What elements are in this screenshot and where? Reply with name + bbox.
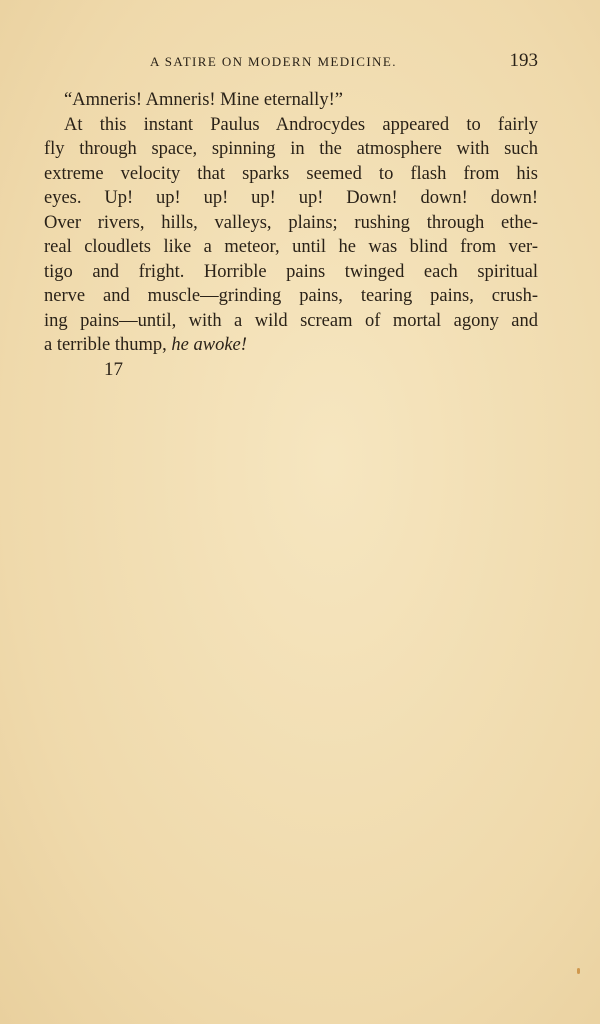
paper-speck: [577, 968, 580, 974]
text-line: ing pains—until, with a wild scream of mortal agony and: [44, 310, 538, 331]
last-line-italic: he awoke!: [171, 335, 247, 355]
signature-mark: 17: [104, 359, 123, 380]
text-line: eyes. Up! up! up! up! up! Down! down! down!: [44, 188, 538, 208]
last-line-text: a terrible thump,: [44, 335, 172, 355]
text-line: nerve and muscle—grinding pains, tearing pains, crush-: [44, 286, 538, 306]
running-head: [44, 50, 538, 74]
body-text: [44, 88, 538, 358]
text-line-last: [44, 333, 538, 358]
text-line: extreme velocity that sparks seemed to flash from his: [44, 163, 538, 184]
text-line: tigo and fright. Horrible pains twinged each spiritual: [44, 261, 538, 282]
page-number: 193: [509, 50, 538, 71]
text-line: Over rivers, hills, valleys, plains; rushing through ethe-: [44, 212, 538, 233]
text-line: real cloudlets like a meteor, until he was blind from ver-: [44, 237, 538, 257]
running-title: A SATIRE ON MODERN MEDICINE.: [150, 54, 397, 69]
text-line: “Amneris! Amneris! Mine eternally!”: [64, 90, 343, 110]
text-line: fly through space, spinning in the atmosphere with such: [44, 139, 538, 159]
text-line: At this instant Paulus Androcydes appeared to fairly: [64, 114, 538, 135]
